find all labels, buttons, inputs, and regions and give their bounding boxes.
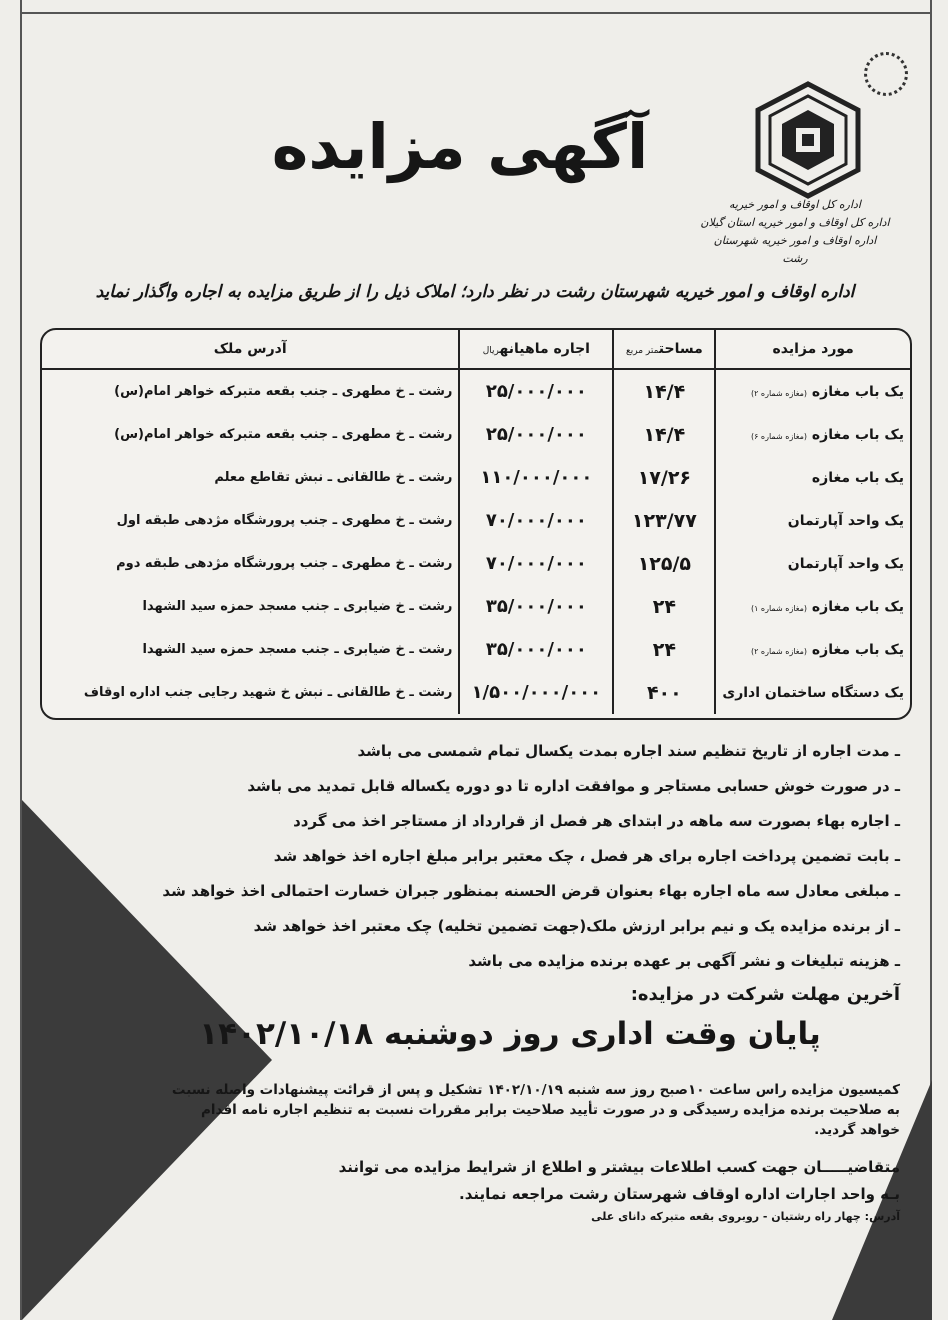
table-header-row bbox=[42, 330, 910, 369]
cell-item: یک واحد آپارتمان bbox=[715, 542, 910, 585]
table-row bbox=[42, 671, 910, 714]
condition-item: ـ اجاره بهاء بصورت سه ماهه در ابتدای هر فصل از قرارداد از مستاجر اخذ می گردد bbox=[293, 812, 900, 830]
area-unit: متر مربع bbox=[625, 346, 659, 356]
cell-rent: ۲۵/۰۰۰/۰۰۰ bbox=[459, 369, 613, 413]
org-line-1: اداره کل اوقاف و امور خیریه bbox=[729, 198, 861, 211]
cell-item: یک واحد آپارتمان bbox=[715, 499, 910, 542]
cell-address: رشت ـ خ مطهری ـ جنب بقعه متبرکه خواهر امام(س) bbox=[114, 427, 453, 442]
cell-address: رشت ـ خ مطهری ـ جنب پرورشگاه مژدهی طبقه اول bbox=[116, 513, 453, 528]
organization-names bbox=[700, 196, 890, 268]
deadline-label: آخرین مهلت شرکت در مزایده: bbox=[630, 984, 900, 1005]
cell-rent: ۲۵/۰۰۰/۰۰۰ bbox=[459, 413, 613, 456]
awqaf-logo-icon bbox=[748, 80, 868, 200]
cell-item: یک باب مغازه (مغازه شماره ۶) bbox=[715, 413, 910, 456]
table-row bbox=[42, 542, 910, 585]
condition-item: ـ در صورت خوش حسابی مستاجر و موافقت اداره تا دو دوره یکساله قابل تمدید می باشد bbox=[247, 777, 900, 795]
cell-area: ۴۰۰ bbox=[613, 671, 715, 714]
cell-item: یک باب مغازه (مغازه شماره ۲) bbox=[715, 369, 910, 413]
cell-area: ۱۲۵/۵ bbox=[613, 542, 715, 585]
cell-address: رشت ـ خ ضیابری ـ جنب مسجد حمزه سید الشهدا bbox=[142, 642, 453, 657]
header-area: مساحتمتر مربع bbox=[613, 330, 715, 369]
condition-item: ـ مدت اجاره از تاریخ تنظیم سند اجاره بمدت یکسال تمام شمسی می باشد bbox=[357, 742, 900, 760]
page-title: آگهی مزایده bbox=[271, 110, 649, 183]
cell-rent: ۳۵/۰۰۰/۰۰۰ bbox=[459, 628, 613, 671]
cell-address: رشت ـ خ طالقانی ـ نبش تقاطع معلم bbox=[214, 470, 453, 485]
table-row bbox=[42, 413, 910, 456]
cell-area: ۱۷/۲۶ bbox=[613, 456, 715, 499]
cell-area: ۲۴ bbox=[613, 585, 715, 628]
cell-rent: ۳۵/۰۰۰/۰۰۰ bbox=[459, 585, 613, 628]
applicants-line-1: متقاضیـــــان جهت کسب اطلاعات بیشتر و اطلاع از شرایط مزایده می توانند bbox=[338, 1158, 900, 1176]
cell-item: یک باب مغازه bbox=[715, 456, 910, 499]
applicants-text bbox=[200, 1154, 900, 1208]
cell-rent: ۷۰/۰۰۰/۰۰۰ bbox=[459, 542, 613, 585]
cell-area: ۱۴/۴ bbox=[613, 369, 715, 413]
conditions-list bbox=[120, 734, 900, 979]
cell-rent: ۱/۵۰۰/۰۰۰/۰۰۰ bbox=[459, 671, 613, 714]
cell-address: رشت ـ خ طالقانی ـ نبش خ شهید رجایی جنب اداره اوقاف bbox=[83, 685, 453, 700]
rent-unit: ریال bbox=[482, 346, 500, 356]
table-row bbox=[42, 369, 910, 413]
table-row bbox=[42, 628, 910, 671]
rosette-icon bbox=[864, 52, 908, 96]
cell-item: یک باب مغازه (مغازه شماره ۲) bbox=[715, 628, 910, 671]
org-line-2: اداره کل اوقاف و امور خیریه استان گیلان bbox=[700, 216, 890, 229]
condition-item: ـ بابت تضمین پرداخت اجاره برای هر فصل ، چک معتبر برابر مبلغ اجاره اخذ خواهد شد bbox=[273, 847, 900, 865]
cell-address: رشت ـ خ مطهری ـ جنب بقعه متبرکه خواهر امام(س) bbox=[114, 384, 453, 399]
cell-rent: ۷۰/۰۰۰/۰۰۰ bbox=[459, 499, 613, 542]
cell-item: یک باب مغازه (مغازه شماره ۱) bbox=[715, 585, 910, 628]
cell-address: رشت ـ خ مطهری ـ جنب پرورشگاه مژدهی طبقه دوم bbox=[116, 556, 453, 571]
condition-item: ـ از برنده مزایده یک و نیم برابر ارزش ملک(جهت تضمین تخلیه) چک معتبر اخذ خواهد شد bbox=[253, 917, 900, 935]
table-row bbox=[42, 585, 910, 628]
deadline-date: پایان وقت اداری روز دوشنبه ۱۴۰۲/۱۰/۱۸ bbox=[199, 1016, 821, 1052]
applicants-line-2: بـه واحد اجارات اداره اوقاف شهرستان رشت مراجعه نمایند. bbox=[459, 1185, 900, 1203]
condition-item: ـ مبلغی معادل سه ماه اجاره بهاء بعنوان قرض الحسنه بمنظور جبران خسارت احتمالی اخذ خواهد شد bbox=[162, 882, 900, 900]
org-line-3: اداره اوقاف و امور خیریه شهرستان رشت bbox=[713, 234, 877, 265]
cell-area: ۱۲۳/۷۷ bbox=[613, 499, 715, 542]
cell-address: رشت ـ خ ضیابری ـ جنب مسجد حمزه سید الشهدا bbox=[142, 599, 453, 614]
intro-text: اداره اوقاف و امور خیریه شهرستان رشت در نظر دارد؛ املاک ذیل را از طریق مزایده به اجاره واگذار نماید bbox=[95, 282, 855, 302]
auction-table bbox=[40, 328, 912, 720]
cell-item: یک دستگاه ساختمان اداری bbox=[715, 671, 910, 714]
header-item: مورد مزایده bbox=[715, 330, 910, 369]
condition-item: ـ هزینه تبلیغات و نشر آگهی بر عهده برنده مزایده می باشد bbox=[468, 952, 900, 970]
office-address: آدرس: چهار راه رشتیان - روبروی بقعه متبرکه دانای علی bbox=[591, 1210, 900, 1223]
table-row bbox=[42, 456, 910, 499]
cell-area: ۲۴ bbox=[613, 628, 715, 671]
cell-rent: ۱۱۰/۰۰۰/۰۰۰ bbox=[459, 456, 613, 499]
cell-area: ۱۴/۴ bbox=[613, 413, 715, 456]
commission-text: کمیسیون مزایده راس ساعت ۱۰صبح روز سه شنبه ۱۴۰۲/۱۰/۱۹ تشکیل و پس از قرائت پیشنهادات واصله نسبت به صلاحیت برنده مزایده رسیدگی و در صورت تأیید صلاحیت برابر مقررات نسبت به تنظیم اجاره نامه اقدام خواهد گردید. bbox=[171, 1082, 900, 1138]
header-rent: اجاره ماهیانهریال bbox=[459, 330, 613, 369]
table-row bbox=[42, 499, 910, 542]
header-address: آدرس ملک bbox=[42, 330, 459, 369]
